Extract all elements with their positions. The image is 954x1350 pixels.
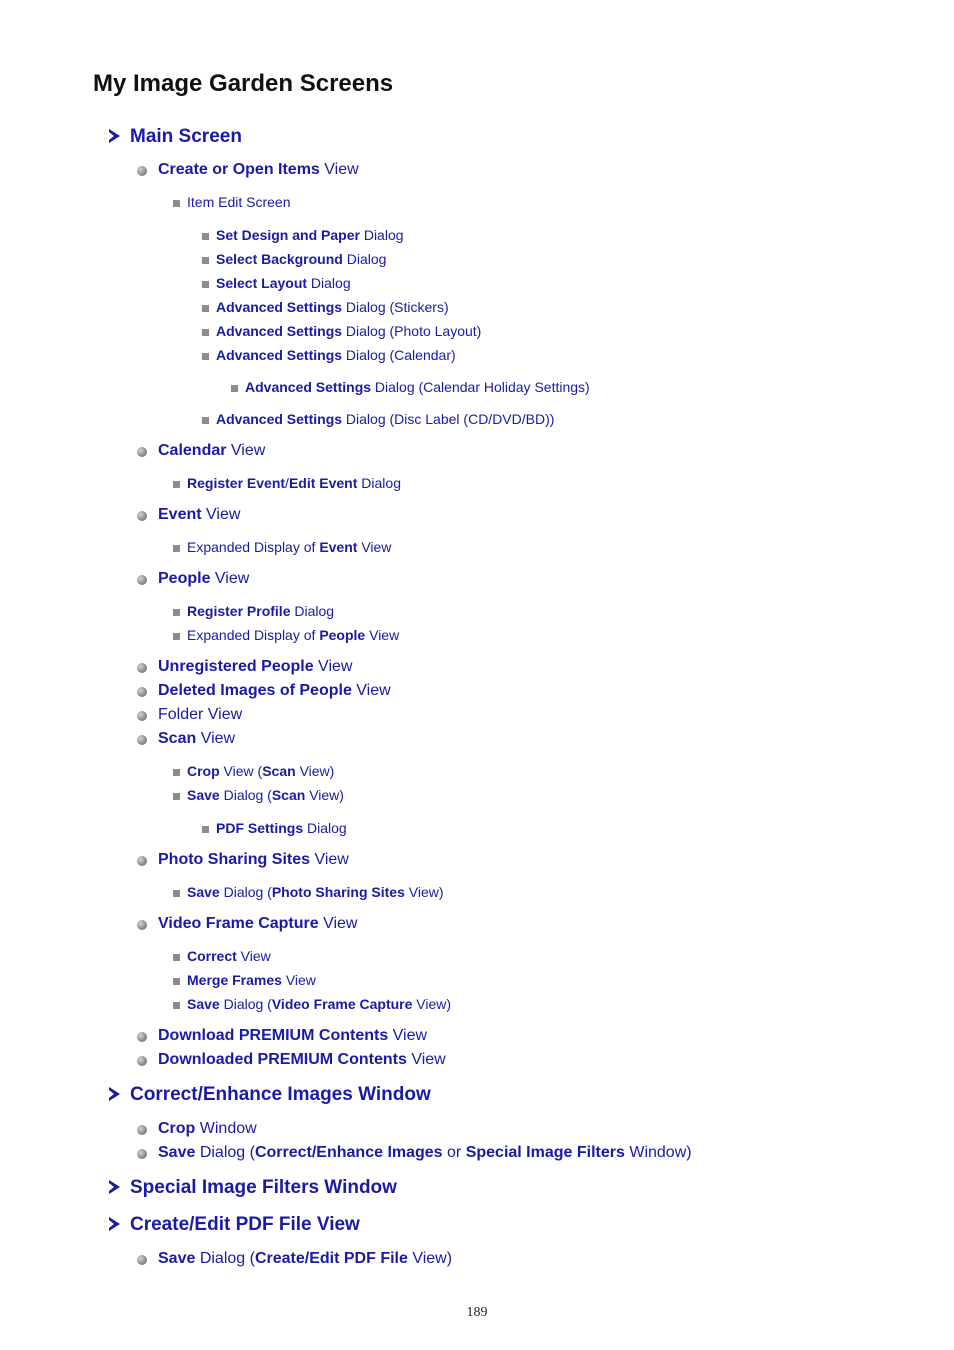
toc-item-text: Scan — [262, 763, 296, 779]
toc-item-link[interactable] — [158, 851, 349, 869]
toc-item-text: View — [310, 851, 349, 868]
square-bullet-icon — [202, 329, 209, 336]
toc-item-text: Window) — [624, 1144, 692, 1161]
bullet-dot-icon — [137, 1255, 147, 1265]
arrow-icon — [109, 1217, 120, 1231]
toc-item-text: Dialog ( — [219, 996, 272, 1012]
toc-item-text: View — [351, 682, 391, 699]
toc-item-link[interactable] — [216, 411, 554, 427]
square-bullet-icon — [202, 305, 209, 312]
toc-item-text: Edit Event — [288, 475, 358, 491]
toc-item-text: Folder View — [158, 706, 243, 723]
toc-item-link[interactable] — [187, 787, 344, 803]
toc-item-text: Main Screen — [130, 126, 242, 147]
bullet-dot-icon — [137, 663, 147, 673]
square-bullet-icon — [231, 385, 238, 392]
toc-item-text: Save — [187, 884, 220, 900]
square-bullet-icon — [202, 353, 209, 360]
toc-item-text: Special Image Filters Window — [130, 1177, 397, 1198]
bullet-dot-icon — [137, 447, 147, 457]
toc-item-text: Create/Edit PDF File View — [130, 1214, 360, 1235]
toc-item-text: Event — [319, 539, 358, 555]
toc-item-text: View ( — [219, 763, 263, 779]
toc-item-text: Advanced Settings — [245, 379, 372, 395]
toc-item-link[interactable] — [158, 570, 249, 588]
toc-item-text: Correct/Enhance Images — [254, 1144, 443, 1161]
toc-item-text: Dialog — [307, 275, 351, 291]
square-bullet-icon — [202, 281, 209, 288]
bullet-dot-icon — [137, 735, 147, 745]
square-bullet-icon — [173, 200, 180, 207]
toc-item-text: Register Profile — [187, 603, 291, 619]
toc-item-text: Create or Open Items — [158, 161, 320, 178]
toc-item-text: / — [285, 475, 289, 491]
toc-item-link[interactable] — [158, 1144, 692, 1162]
toc-section-link[interactable] — [130, 126, 242, 148]
toc-item-text: Deleted Images of People — [158, 682, 352, 699]
bullet-dot-icon — [137, 856, 147, 866]
toc-item-link[interactable] — [158, 658, 352, 676]
square-bullet-icon — [173, 793, 180, 800]
toc-item-text: Select Background — [216, 251, 343, 267]
square-bullet-icon — [173, 545, 180, 552]
toc-item-text: Scan — [158, 730, 197, 747]
toc-item-link[interactable] — [158, 1051, 446, 1069]
toc-item-text: Dialog — [357, 475, 401, 491]
bullet-dot-icon — [137, 1056, 147, 1066]
toc-item-link[interactable] — [158, 730, 235, 748]
toc-item-text: Crop — [158, 1120, 196, 1137]
toc-item-text: View) — [295, 763, 335, 779]
bullet-dot-icon — [137, 687, 147, 697]
toc-item-text: Calendar — [158, 442, 227, 459]
page-number: 189 — [466, 1305, 488, 1320]
toc-item-text: Crop — [187, 763, 220, 779]
toc-item-text: View — [196, 730, 236, 747]
toc-item-text: Video Frame Capture — [158, 915, 319, 932]
toc-section-link[interactable] — [130, 1084, 431, 1106]
bullet-dot-icon — [137, 1125, 147, 1135]
bullet-dot-icon — [137, 166, 147, 176]
toc-item-text: View — [210, 570, 250, 587]
toc-item-link[interactable] — [187, 194, 291, 210]
square-bullet-icon — [173, 890, 180, 897]
toc-item-text: Download PREMIUM Contents — [158, 1027, 389, 1044]
toc-item-link[interactable] — [216, 227, 404, 243]
toc-item-text: View — [388, 1027, 428, 1044]
toc-item-text: View — [313, 658, 353, 675]
toc-item-text: Downloaded PREMIUM Contents — [158, 1051, 407, 1068]
toc-item-link[interactable] — [216, 275, 351, 291]
toc-item-text: Register Event — [187, 475, 286, 491]
toc-item-text: View — [406, 1051, 446, 1068]
toc-section-link[interactable] — [130, 1177, 397, 1199]
square-bullet-icon — [173, 954, 180, 961]
toc-item-text: Dialog — [342, 251, 387, 267]
toc-item-link[interactable] — [158, 1120, 257, 1138]
arrow-icon — [109, 1180, 120, 1194]
toc-item-text: Dialog — [359, 227, 404, 243]
toc-item-text: Dialog ( — [195, 1250, 255, 1267]
bullet-dot-icon — [137, 1032, 147, 1042]
toc-item-text: View — [318, 915, 358, 932]
toc-item-text: Dialog — [290, 603, 335, 619]
bullet-dot-icon — [137, 1149, 147, 1159]
toc-item-text: Save — [158, 1250, 196, 1267]
toc-item-text: or — [442, 1144, 466, 1161]
toc-item-text: Create/Edit PDF File — [254, 1250, 408, 1267]
bullet-dot-icon — [137, 575, 147, 585]
toc-item-text: Save — [158, 1144, 196, 1161]
toc-item-text: View) — [305, 787, 344, 803]
toc-item-text: Dialog (Disc Label (CD/DVD/BD)) — [342, 411, 555, 427]
toc-item-link[interactable] — [187, 763, 334, 779]
toc-item-link[interactable] — [158, 682, 391, 700]
toc-item-link[interactable] — [158, 161, 359, 179]
toc-item-text: Correct/Enhance Images Window — [130, 1084, 431, 1105]
toc-item-text: Dialog ( — [219, 884, 272, 900]
toc-item-text: Select Layout — [216, 275, 308, 291]
square-bullet-icon — [173, 1002, 180, 1009]
toc-item-link[interactable] — [216, 299, 449, 315]
toc-item-text: Expanded Display of — [187, 627, 320, 643]
square-bullet-icon — [202, 417, 209, 424]
toc-item-text: View — [365, 627, 400, 643]
bullet-dot-icon — [137, 511, 147, 521]
toc-item-text: Video Frame Capture — [271, 996, 413, 1012]
toc-item-text: Set Design and Paper — [216, 227, 360, 243]
toc-item-link[interactable] — [216, 347, 456, 363]
toc-item-link[interactable] — [187, 475, 401, 491]
toc-item-text: Dialog ( — [195, 1144, 255, 1161]
toc-item-link[interactable] — [216, 820, 347, 836]
toc-item-text: Dialog (Photo Layout) — [342, 323, 482, 339]
toc-item-link[interactable] — [216, 251, 386, 267]
bullet-dot-icon — [137, 711, 147, 721]
toc-item-text: Dialog (Stickers) — [342, 299, 449, 315]
toc-item-text: Correct — [187, 948, 237, 964]
page-title: My Image Garden Screens — [93, 70, 394, 97]
toc-item-text: View — [226, 442, 266, 459]
toc-item-text: Save — [187, 996, 220, 1012]
toc-item-text: Event — [158, 506, 202, 523]
toc-item-link[interactable] — [187, 603, 334, 619]
toc-item-text: Scan — [271, 787, 306, 803]
toc-item-text: Dialog (Calendar Holiday Settings) — [371, 379, 590, 395]
toc-section-link[interactable] — [130, 1214, 360, 1236]
square-bullet-icon — [202, 257, 209, 264]
square-bullet-icon — [173, 633, 180, 640]
toc-item-link[interactable] — [187, 627, 399, 643]
toc-item-text: Advanced Settings — [216, 323, 343, 339]
toc-item-text: View) — [412, 996, 452, 1012]
toc-item-link[interactable] — [187, 972, 316, 988]
toc-item-text: View — [319, 161, 359, 178]
toc-item-text: Unregistered People — [158, 658, 314, 675]
square-bullet-icon — [202, 826, 209, 833]
toc-item-text: Dialog ( — [219, 787, 272, 803]
toc-item-link[interactable] — [187, 948, 271, 964]
toc-item-link[interactable] — [158, 1250, 452, 1268]
toc-item-link[interactable] — [245, 379, 590, 395]
square-bullet-icon — [173, 769, 180, 776]
toc-item-text: Advanced Settings — [216, 299, 343, 315]
square-bullet-icon — [173, 978, 180, 985]
toc-item-text: Advanced Settings — [216, 411, 343, 427]
toc-item-text: Window — [195, 1120, 257, 1137]
toc-item-text: People — [158, 570, 211, 587]
bullet-dot-icon — [137, 920, 147, 930]
toc-item-text: Photo Sharing Sites — [158, 851, 311, 868]
toc-item-text: Dialog — [303, 820, 347, 836]
square-bullet-icon — [202, 233, 209, 240]
toc-item-text: Special Image Filters — [465, 1144, 625, 1161]
toc-item-text: Expanded Display of — [187, 539, 320, 555]
arrow-icon — [109, 129, 120, 143]
toc-item-text: View) — [404, 884, 444, 900]
toc-item-link[interactable] — [158, 706, 242, 724]
toc-item-text: View) — [407, 1250, 453, 1267]
toc-item-link[interactable] — [187, 539, 391, 555]
toc-item-text: View — [281, 972, 316, 988]
toc-item-text: View — [201, 506, 241, 523]
toc-item-text: View — [236, 948, 271, 964]
toc-item-text: Photo Sharing Sites — [271, 884, 405, 900]
toc-item-text: PDF Settings — [216, 820, 304, 836]
square-bullet-icon — [173, 481, 180, 488]
toc-item-link[interactable] — [187, 884, 444, 900]
toc-item-link[interactable] — [187, 996, 451, 1012]
toc-item-link[interactable] — [158, 506, 240, 524]
toc-item-text: Merge Frames — [187, 972, 282, 988]
arrow-icon — [109, 1087, 120, 1101]
toc-item-text: Dialog (Calendar) — [342, 347, 456, 363]
toc-item-text: People — [319, 627, 366, 643]
toc-item-text: Save — [187, 787, 220, 803]
toc-item-text: Item Edit Screen — [187, 194, 291, 210]
toc-item-link[interactable] — [158, 1027, 427, 1045]
toc-item-text: View — [357, 539, 392, 555]
toc-item-text: Advanced Settings — [216, 347, 343, 363]
toc-item-link[interactable] — [158, 442, 265, 460]
square-bullet-icon — [173, 609, 180, 616]
toc-item-link[interactable] — [158, 915, 357, 933]
toc-item-link[interactable] — [216, 323, 481, 339]
